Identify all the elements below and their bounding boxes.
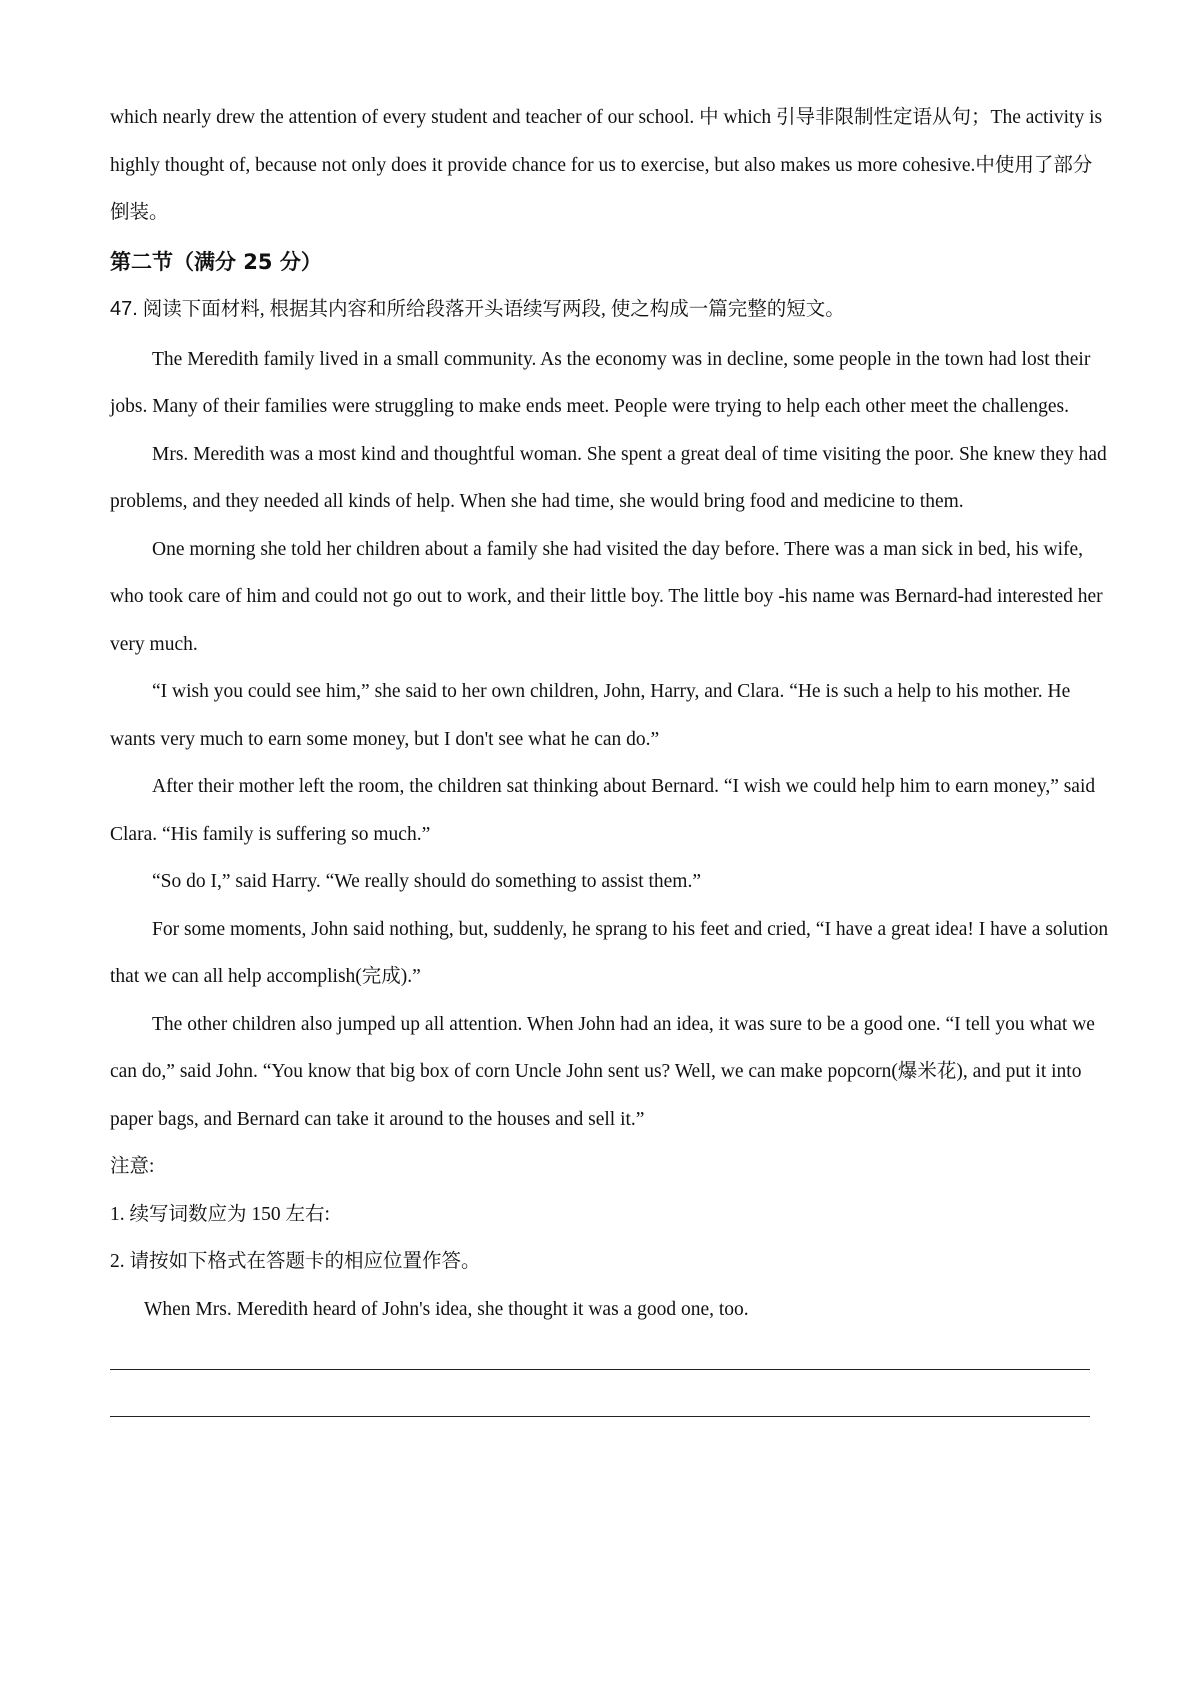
section-heading: 第二节（满分 25 分） xyxy=(110,249,322,274)
story-paragraph: For some moments, John said nothing, but, suddenly, he sprang to his feet and cried, “I have a great idea! I have a solution that we can all help accomplish(完成).” xyxy=(110,918,1109,987)
notes-section xyxy=(110,1143,1110,1286)
notes-title: 注意: xyxy=(110,1156,155,1177)
story-paragraph: Mrs. Meredith was a most kind and thoughtful woman. She spent a great deal of time visiting the poor. She knew they had problems, and they needed all kinds of help. When she had time, she would bring food and medicine to them. xyxy=(110,443,1107,512)
intro-paragraph: which nearly drew the attention of every student and teacher of our school. 中 which 引导非限制性定语从句；The activity is highly thought of, because not only does it provide chance for us to exercise, but also makes us more cohesive.中使用了部分倒装。 xyxy=(110,107,1103,223)
story-paragraph: The Meredith family lived in a small community. As the economy was in decline, some people in the town had lost their jobs. Many of their families were struggling to make ends meet. People were trying to help each other meet the challenges. xyxy=(110,348,1091,417)
question-prompt xyxy=(110,285,1110,334)
story-paragraph: After their mother left the room, the children sat thinking about Bernard. “I wish we could help him to earn money,” said Clara. “His family is suffering so much.” xyxy=(110,776,1096,845)
answer-line xyxy=(110,1369,1090,1370)
story-paragraph: “So do I,” said Harry. “We really should do something to assist them.” xyxy=(152,871,702,892)
story-paragraph: The other children also jumped up all attention. When John had an idea, it was sure to be a good one. “I tell you what we can do,” said John. “You know that big box of corn Uncle John sent us? Well, we can make popcorn(爆米花), and put it into paper bags, and Bernard can take it around to the houses and sell it.” xyxy=(110,1013,1095,1130)
exam-page xyxy=(110,94,1110,1417)
continuation-opening: When Mrs. Meredith heard of John's idea, she thought it was a good one, too. xyxy=(144,1298,749,1320)
question-number: 47. xyxy=(110,297,138,320)
story-paragraph: One morning she told her children about a family she had visited the day before. There was a man sick in bed, his wife, who took care of him and could not go out to work, and their little boy. The little boy -his name was Bernard-had interested her very much. xyxy=(110,538,1103,655)
notes-item: 2. 请按如下格式在答题卡的相应位置作答。 xyxy=(110,1251,481,1272)
story-paragraph: “I wish you could see him,” she said to her own children, John, Harry, and Clara. “He is such a help to his mother. He wants very much to earn some money, but I don't see what he can do.” xyxy=(110,681,1071,750)
question-instruction: 阅读下面材料, 根据其内容和所给段落开头语续写两段, 使之构成一篇完整的短文。 xyxy=(137,298,845,320)
notes-item: 1. 续写词数应为 150 左右: xyxy=(110,1203,330,1225)
answer-line xyxy=(110,1416,1090,1417)
story-text xyxy=(110,336,1110,1144)
